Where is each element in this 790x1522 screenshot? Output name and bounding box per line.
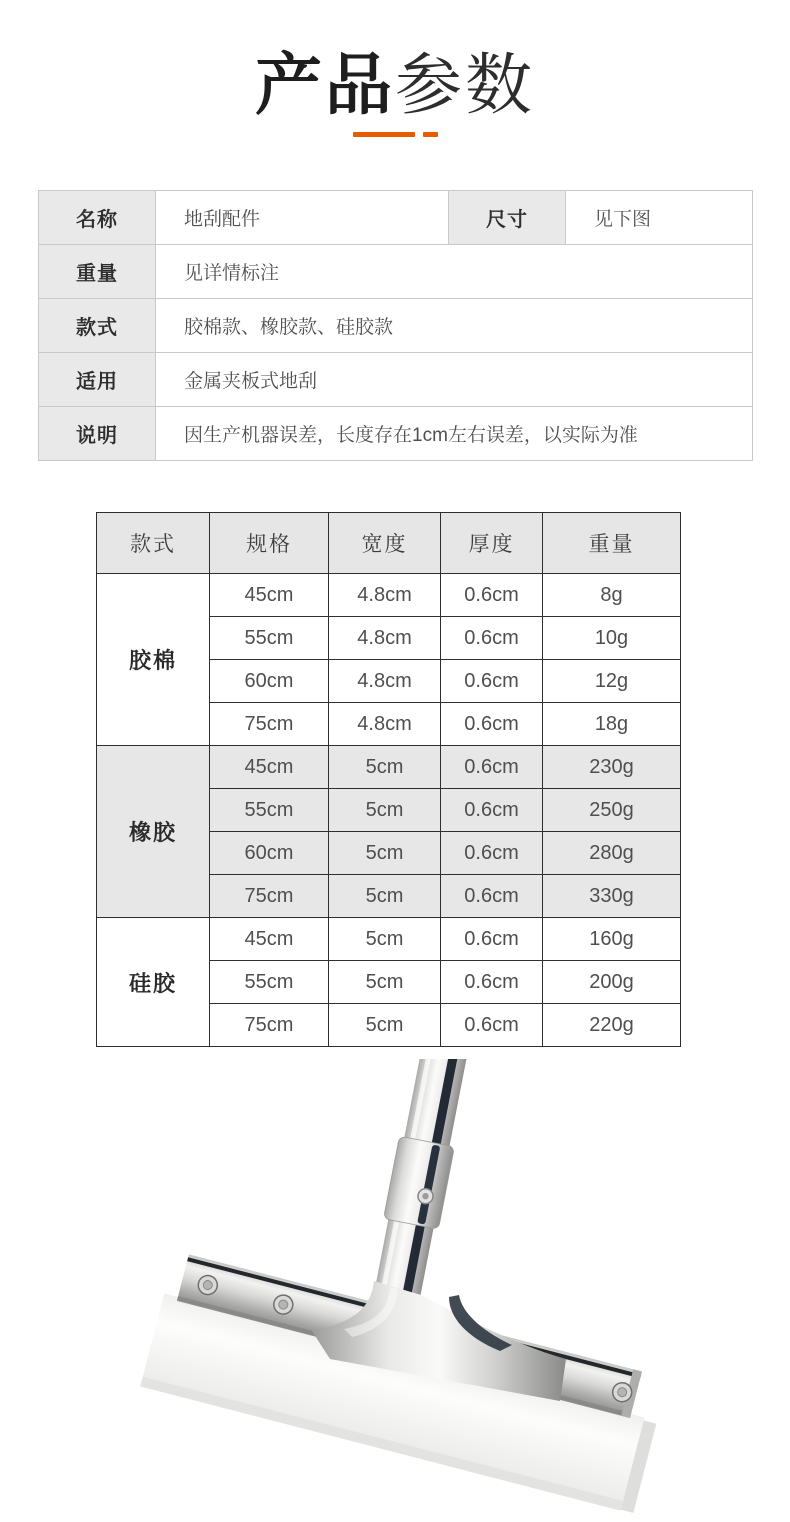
spec-cell: 0.6cm	[441, 1004, 543, 1047]
spec-cell: 75cm	[210, 703, 329, 746]
spec-cell: 12g	[543, 660, 681, 703]
title-light-part: 参数	[395, 48, 535, 123]
spec-cell: 75cm	[210, 1004, 329, 1047]
info-label: 尺寸	[449, 191, 566, 245]
spec-header-cell: 款式	[97, 513, 210, 574]
spec-cell: 160g	[543, 918, 681, 961]
spec-cell: 45cm	[210, 574, 329, 617]
info-row	[39, 353, 753, 407]
info-value: 见下图	[566, 191, 753, 245]
product-spec-table	[96, 512, 681, 1047]
spec-cell: 5cm	[329, 789, 441, 832]
spec-row	[97, 918, 681, 961]
spec-cell: 0.6cm	[441, 746, 543, 789]
info-row	[39, 191, 753, 245]
spec-cell: 45cm	[210, 918, 329, 961]
title-underline	[0, 132, 790, 137]
spec-cell: 75cm	[210, 875, 329, 918]
spec-group-name: 硅胶	[97, 918, 210, 1047]
spec-cell: 18g	[543, 703, 681, 746]
page-title	[0, 48, 790, 123]
spec-cell: 4.8cm	[329, 660, 441, 703]
spec-header-cell: 规格	[210, 513, 329, 574]
info-value: 胶棉款、橡胶款、硅胶款	[156, 299, 753, 353]
spec-header-cell: 重量	[543, 513, 681, 574]
spec-cell: 0.6cm	[441, 961, 543, 1004]
spec-cell: 8g	[543, 574, 681, 617]
spec-cell: 0.6cm	[441, 875, 543, 918]
spec-cell: 4.8cm	[329, 574, 441, 617]
info-label: 适用	[39, 353, 156, 407]
spec-cell: 0.6cm	[441, 574, 543, 617]
spec-cell: 5cm	[329, 918, 441, 961]
spec-cell: 5cm	[329, 875, 441, 918]
spec-row	[97, 574, 681, 617]
spec-cell: 55cm	[210, 789, 329, 832]
spec-cell: 10g	[543, 617, 681, 660]
spec-header-row	[97, 513, 681, 574]
info-row	[39, 245, 753, 299]
spec-row	[97, 746, 681, 789]
spec-header-cell: 厚度	[441, 513, 543, 574]
spec-cell: 230g	[543, 746, 681, 789]
info-label: 名称	[39, 191, 156, 245]
squeegee-illustration	[0, 1059, 790, 1522]
spec-cell: 220g	[543, 1004, 681, 1047]
product-info-table	[38, 190, 753, 461]
spec-cell: 4.8cm	[329, 703, 441, 746]
spec-cell: 55cm	[210, 617, 329, 660]
spec-cell: 5cm	[329, 961, 441, 1004]
info-value: 地刮配件	[156, 191, 449, 245]
product-photo	[0, 1059, 790, 1522]
spec-cell: 0.6cm	[441, 789, 543, 832]
spec-cell: 280g	[543, 832, 681, 875]
spec-cell: 60cm	[210, 660, 329, 703]
spec-group-name: 橡胶	[97, 746, 210, 918]
spec-cell: 45cm	[210, 746, 329, 789]
spec-cell: 0.6cm	[441, 703, 543, 746]
spec-cell: 60cm	[210, 832, 329, 875]
info-label: 重量	[39, 245, 156, 299]
info-value: 金属夹板式地刮	[156, 353, 753, 407]
spec-group-name: 胶棉	[97, 574, 210, 746]
info-label: 说明	[39, 407, 156, 461]
spec-cell: 55cm	[210, 961, 329, 1004]
spec-header-cell: 宽度	[329, 513, 441, 574]
spec-cell: 5cm	[329, 832, 441, 875]
info-row	[39, 299, 753, 353]
spec-cell: 0.6cm	[441, 660, 543, 703]
squeegee-pole	[369, 1059, 472, 1302]
spec-cell: 200g	[543, 961, 681, 1004]
underline-dash-short	[423, 132, 438, 137]
spec-cell: 0.6cm	[441, 832, 543, 875]
info-value: 见详情标注	[156, 245, 753, 299]
spec-cell: 5cm	[329, 1004, 441, 1047]
info-value: 因生产机器误差，长度存在1cm左右误差，以实际为准	[156, 407, 753, 461]
spec-cell: 250g	[543, 789, 681, 832]
title-bold-part: 产品	[255, 48, 395, 123]
spec-cell: 0.6cm	[441, 918, 543, 961]
spec-cell: 5cm	[329, 746, 441, 789]
underline-dash-long	[353, 132, 415, 137]
info-label: 款式	[39, 299, 156, 353]
spec-cell: 0.6cm	[441, 617, 543, 660]
spec-cell: 4.8cm	[329, 617, 441, 660]
info-row	[39, 407, 753, 461]
spec-cell: 330g	[543, 875, 681, 918]
section-title	[0, 0, 790, 137]
